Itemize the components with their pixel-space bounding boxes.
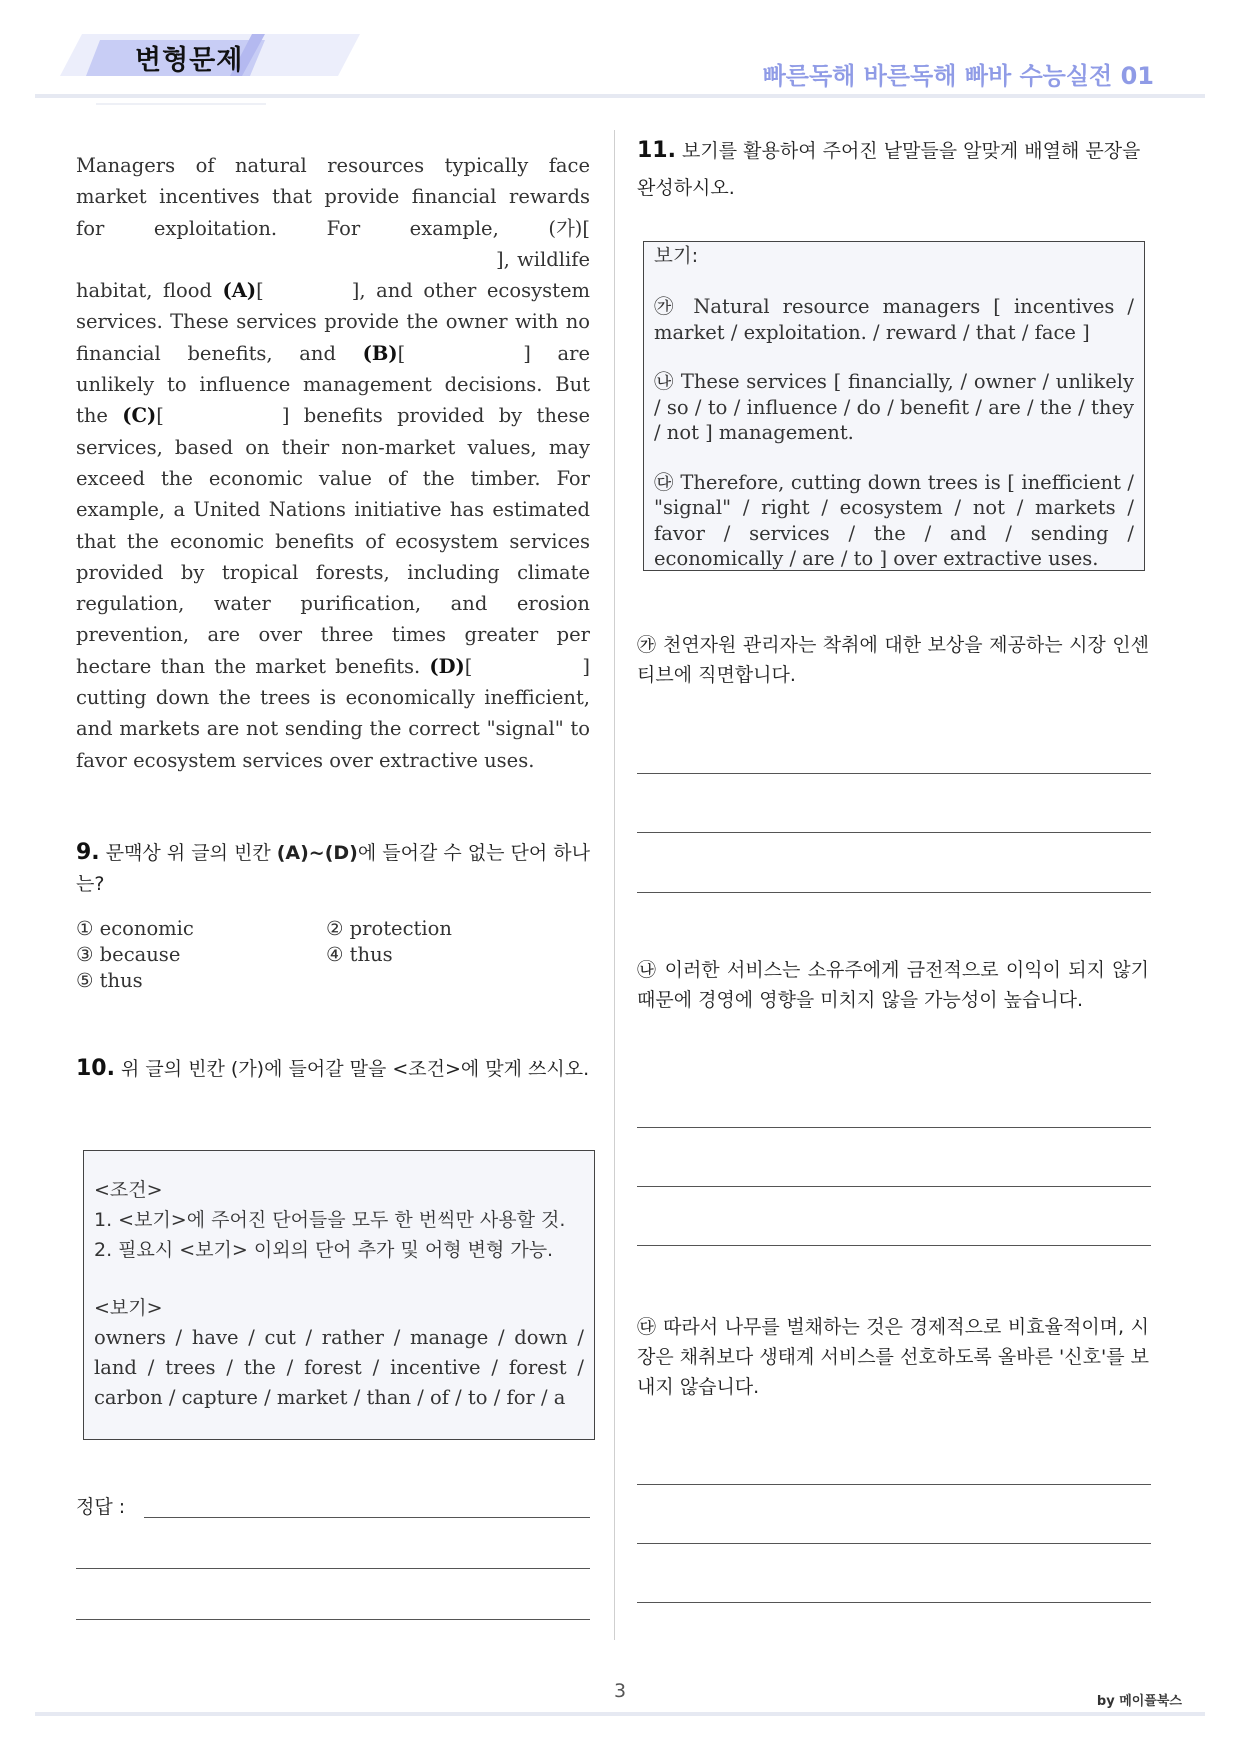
option-1[interactable]: ① economic: [76, 917, 194, 940]
question-10-text: 위 글의 빈칸 (가)에 들어갈 말을 <조건>에 맞게 쓰시오.: [121, 1058, 590, 1080]
series-title: 빠른독해 바른독해 빠바 수능실전 01: [762, 62, 1154, 90]
question-9-text-b: 에 들어갈 수 없는 단어 하나는?: [76, 842, 590, 895]
answer-label: 정답 :: [76, 1496, 126, 1518]
blank-marker-d: (D): [429, 654, 465, 678]
answer-line-na-2[interactable]: [637, 1186, 1151, 1187]
question-9: [76, 837, 596, 900]
footer-rule: [35, 1712, 1205, 1716]
condition-box: [83, 1150, 595, 1440]
option-3[interactable]: ③ because: [76, 943, 181, 966]
bracket-b: [: [397, 341, 406, 365]
translation-ga: ㉮ 천연자원 관리자는 착취에 대한 보상을 제공하는 시장 인센티브에 직면합니다.: [637, 634, 1149, 686]
arrangement-item-na: ㉯ These services [ financially, / owner / unlikely / so / to / influence / do / benefit / are / the / they / not ] management.: [654, 370, 1134, 444]
word-bank: owners / have / cut / rather / manage / down / land / trees / the / forest / incentive / forest / carbon / capture / market / than / of / to / for / a: [94, 1326, 584, 1409]
translation-na: ㉯ 이러한 서비스는 소유주에게 금전적으로 이익이 되지 않기 때문에 경영에 영향을 미치지 않을 가능성이 높습니다.: [637, 959, 1149, 1011]
header-subrule: [96, 103, 266, 105]
column-divider: [614, 130, 615, 1640]
arrangement-box-title: 보기:: [654, 244, 699, 267]
page-title: 변형문제: [135, 45, 244, 76]
question-11: [637, 132, 1147, 207]
answer-line-na-3[interactable]: [637, 1245, 1151, 1246]
passage-text-1: Managers of natural resources typically face market incentives that provide financial rewards for exploitation. For example, (가)[: [76, 154, 590, 240]
option-5[interactable]: ⑤ thus: [76, 969, 143, 992]
bracket-d: [: [464, 654, 473, 678]
answer-line-da-1[interactable]: [637, 1484, 1151, 1485]
blank-marker-b: (B): [362, 341, 398, 365]
answer-line-na-1[interactable]: [637, 1127, 1151, 1128]
passage-text-4: ] benefits provided by these services, based on their non-market values, may exceed the economic value of the timber. For example, a United Nations initiative has estimated that the economic benefits of ecosystem services provided by tropical forests, including climate regulation, water purification, and erosion prevention, are over three times greater per hectare than the market benefits.: [76, 404, 590, 678]
arrangement-box: [643, 241, 1145, 571]
passage-text-3: ] are unlikely to influence management decisions. But the: [76, 341, 590, 428]
answer-line-1[interactable]: [144, 1517, 590, 1518]
condition-title: <조건>: [94, 1179, 163, 1201]
passage-text-5: ] cutting down the trees is economically inefficient, and markets are not sending the correct "signal" to favor ecosystem services over extractive uses.: [76, 654, 591, 772]
reading-passage: [76, 150, 590, 776]
answer-line-3[interactable]: [76, 1619, 590, 1620]
question-10: [76, 1053, 596, 1085]
answer-line-ga-3[interactable]: [637, 892, 1151, 893]
answer-line-ga-2[interactable]: [637, 832, 1151, 833]
bracket-a: [: [256, 279, 264, 303]
answer-line-ga-1[interactable]: [637, 773, 1151, 774]
question-10-number: 10.: [76, 1056, 115, 1081]
passage-text-1b: ], wildlife habitat, flood: [76, 247, 590, 303]
bracket-c: [: [156, 404, 164, 428]
answer-line-2[interactable]: [76, 1568, 590, 1569]
answer-line-da-2[interactable]: [637, 1543, 1151, 1544]
arrangement-item-da: ㉰ Therefore, cutting down trees is [ inefficient / "signal" / right / ecosystem / not / markets / favor / services / the / and / sending / economically / are / to ] over extractive uses.: [654, 470, 1134, 570]
blank-marker-c: (C): [122, 404, 157, 428]
question-9-number: 9.: [76, 840, 100, 865]
question-11-text: 보기를 활용하여 주어진 낱말들을 알맞게 배열해 문장을 완성하시오.: [637, 140, 1141, 199]
arrangement-item-ga: ㉮ Natural resource managers [ incentives / market / exploitation. / reward / that / face ]: [654, 295, 1134, 344]
option-2[interactable]: ② protection: [326, 917, 452, 940]
translation-da: ㉰ 따라서 나무를 벌채하는 것은 경제적으로 비효율적이며, 시장은 채취보다 생태계 서비스를 선호하도록 올바른 '신호'를 보내지 않습니다.: [637, 1316, 1149, 1398]
word-bank-title: <보기>: [94, 1297, 163, 1319]
question-9-text-a: 문맥상 위 글의 빈칸: [105, 842, 271, 864]
passage-text-2: ], and other ecosystem services. These services provide the owner with no financial benefits, and: [76, 279, 590, 365]
publisher-credit: by 메이플북스: [1096, 1694, 1182, 1709]
answer-line-da-3[interactable]: [637, 1602, 1151, 1603]
condition-2: 2. 필요시 <보기> 이외의 단어 추가 및 어형 변형 가능.: [94, 1239, 554, 1261]
question-9-range: (A)~(D): [276, 842, 358, 864]
page-number: 3: [613, 1680, 627, 1702]
blank-marker-a: (A): [222, 279, 257, 303]
header-rule: [35, 94, 1205, 98]
option-4[interactable]: ④ thus: [326, 943, 393, 966]
question-11-number: 11.: [637, 138, 676, 163]
condition-1: 1. <보기>에 주어진 단어들을 모두 한 번씩만 사용할 것.: [94, 1209, 566, 1231]
